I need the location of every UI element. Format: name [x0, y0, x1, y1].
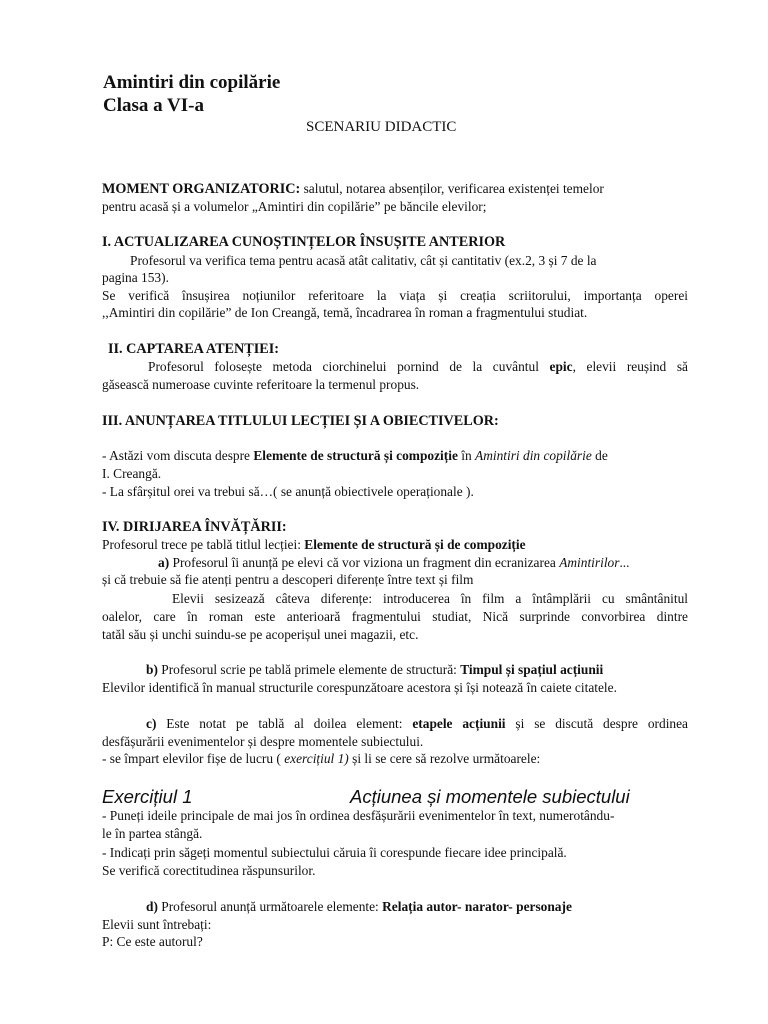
point-b-text: Profesorul scrie pe tablă primele elemente de structură: — [157, 662, 461, 677]
book-title: Amintiri din copilărie — [475, 448, 592, 463]
moment-line-1 — [102, 181, 688, 197]
lesson-title: Elemente de structură și de compoziție — [304, 537, 526, 552]
point-d-bold: Relația autor- narator- personaje — [382, 899, 572, 914]
point-c-text: Este notat pe tablă al doilea element: — [156, 716, 413, 731]
point-a-line — [158, 555, 688, 571]
section-3-text: - Astăzi vom discuta despre — [102, 448, 254, 463]
document-subtitle: SCENARIU DIDACTIC — [306, 119, 457, 135]
point-a-line: Elevii sesizează câteva diferențe: introducerea în film a întâmplării cu smântânitul — [172, 591, 688, 606]
section-3-text: de — [591, 448, 608, 463]
point-c-line: desfășurării evenimentelor și despre momentele subiectului. — [102, 734, 424, 749]
point-d-text: Profesorul anunță următoarele elemente: — [157, 899, 383, 914]
section-1-line: Se verifică însușirea noțiunilor referitoare la viața și creația scriitorului, importanța operei — [102, 288, 688, 303]
moment-label: MOMENT ORGANIZATORIC: — [102, 181, 301, 197]
section-1-line: pagina 153). — [102, 270, 169, 285]
moment-text: salutul, notarea absenților, verificarea existenței temelor — [300, 181, 604, 196]
point-a-italic: Amintirilor — [559, 555, 620, 570]
exercise-line: - Indicați prin săgeți momentul subiectului căruia îi corespunde fiecare idee principală. — [102, 845, 567, 860]
section-3-heading: III. ANUNȚAREA TITLULUI LECȚIEI ȘI A OBIECTIVELOR: — [102, 413, 499, 429]
point-b-bold: Timpul și spațiul acțiunii — [460, 662, 604, 677]
section-3-line: - La sfârșitul orei va trebui să…( se anunță obiectivele operaționale ). — [102, 484, 474, 499]
exercise-line: - Puneți ideile principale de mai jos în ordinea desfășurării evenimentelor în text, numerotându- — [102, 808, 615, 823]
point-a-line: oalelor, care în roman este anterioară fragmentului studiat, Nică surprinde convorbirea dintre — [102, 609, 688, 624]
section-2-text: , elevii reușind să — [572, 359, 688, 374]
point-b-line: Elevilor identifică în manual structurile corespunzătoare acestora și își notează în caiete citatele. — [102, 680, 617, 695]
section-2-line: găsească numeroase cuvinte referitoare la termenul propus. — [102, 377, 420, 392]
section-3-text: în — [457, 448, 476, 463]
document-class: Clasa a VI-a — [103, 95, 204, 116]
exercise-ref: exercițiul 1) — [284, 751, 349, 766]
point-a-text: Profesorul îi anunță pe elevi că vor viziona un fragment din ecranizarea — [169, 555, 560, 570]
document-title: Amintiri din copilărie — [103, 72, 281, 93]
point-c-line — [102, 751, 688, 767]
point-b-line — [146, 662, 688, 678]
exercise-heading: Acțiunea și momentele subiectului — [350, 786, 630, 807]
exercise-line: le în partea stângă. — [102, 826, 203, 841]
lesson-title: Elemente de structură și compoziție — [253, 448, 458, 463]
point-c-label: c) — [146, 716, 157, 731]
point-c-line — [146, 716, 688, 732]
point-d-line — [146, 899, 688, 915]
point-a-text: ... — [619, 555, 630, 570]
section-2-heading: II. CAPTAREA ATENȚIEI: — [108, 341, 279, 357]
point-a-line: tatăl său și unchi suindu-se pe acoperișul unei magazii, etc. — [102, 627, 419, 642]
section-3-line: I. Creangă. — [102, 466, 162, 481]
section-1-line: ,,Amintiri din copilărie” de Ion Creangă, temă, încadrarea în roman a fragmentului studiat. — [102, 305, 588, 320]
point-c-text: și se discută despre ordinea — [505, 716, 688, 731]
section-2-line — [148, 359, 688, 375]
section-1-line: Profesorul va verifica tema pentru acasă atât calitativ, cât și cantitativ (ex.2, 3 și 7 de la — [130, 253, 597, 268]
exercise-title: Exercițiul 1 — [102, 786, 193, 807]
point-d-line: P: Ce este autorul? — [102, 934, 203, 949]
section-3-line — [102, 448, 688, 464]
point-a-line: și că trebuie să fie atenți pentru a descoperi diferențe între text și film — [102, 572, 474, 587]
point-c-bold: etapele acțiunii — [412, 716, 506, 731]
point-d-line: Elevii sunt întrebați: — [102, 917, 212, 932]
moment-line-2: pentru acasă și a volumelor „Amintiri din copilărie” pe băncile elevilor; — [102, 199, 487, 214]
point-a-label: a) — [158, 555, 170, 570]
exercise-line: Se verifică corectitudinea răspunsurilor. — [102, 863, 316, 878]
point-d-label: d) — [146, 899, 158, 914]
section-4-text: Profesorul trece pe tablă titlul lecției: — [102, 537, 305, 552]
section-4-line — [102, 537, 688, 553]
point-c-text: - se împart elevilor fișe de lucru ( — [102, 751, 285, 766]
section-4-heading: IV. DIRIJAREA ÎNVĂȚĂRII: — [102, 519, 287, 535]
point-b-label: b) — [146, 662, 158, 677]
section-2-text: Profesorul folosește metoda ciorchinelui pornind de la cuvântul — [148, 359, 550, 374]
keyword-epic: epic — [549, 359, 573, 374]
section-1-heading: I. ACTUALIZAREA CUNOȘTINȚELOR ÎNSUȘITE ANTERIOR — [102, 234, 506, 250]
point-c-text: și li se cere să rezolve următoarele: — [348, 751, 541, 766]
